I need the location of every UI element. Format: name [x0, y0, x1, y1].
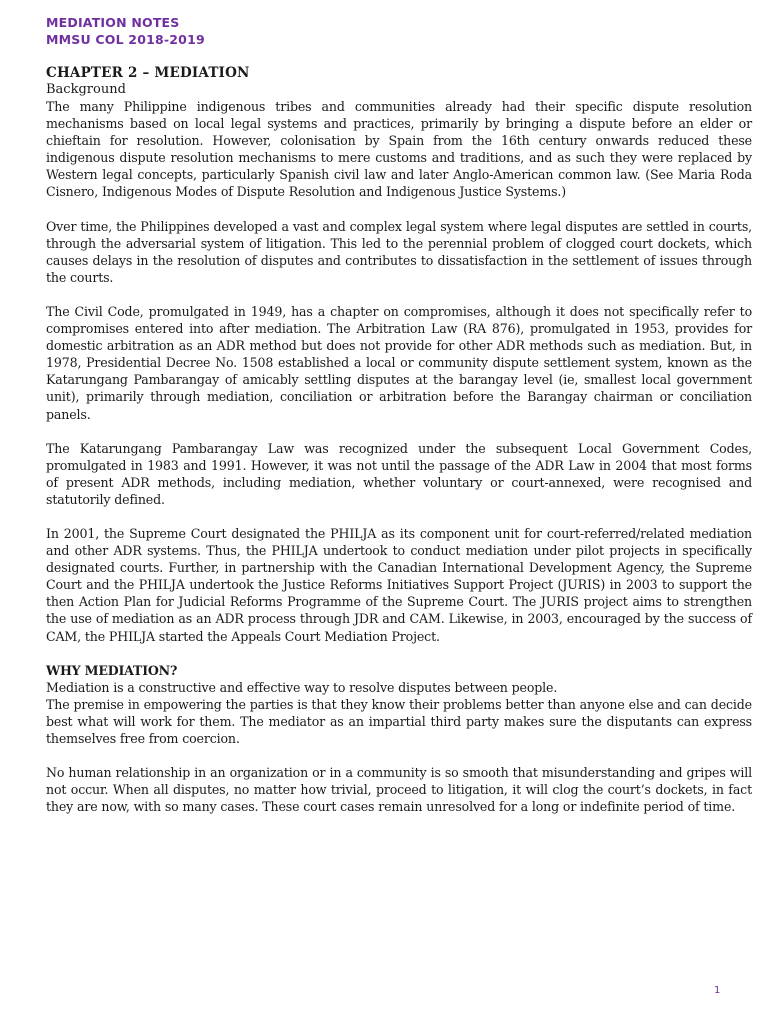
- paragraph-why-closing: No human relationship in an organization or in a community is so smooth that misunderstanding and gripes will not occur. When all disputes, no matter how trivial, proceed to litigation, it will clog the court’s dockets, in fact they are now, with so many cases. These court cases remain unresolved for a long or indefinite period of time.: [46, 765, 752, 815]
- paragraph-katarungang: The Katarungang Pambarangay Law was recognized under the subsequent Local Government Codes, promulgated in 1983 and 1991. However, it was not until the passage of the ADR Law in 2004 that most forms of present ADR methods, including mediation, whether voluntary or court-annexed, were recognised and statutorily defined.: [46, 440, 752, 507]
- page-number: 1: [714, 985, 721, 996]
- paragraph-philja: In 2001, the Supreme Court designated the PHILJA as its component unit for court-referred/related mediation and other ADR systems. Thus, the PHILJA undertook to conduct mediation under pilot projects in specifically designated courts. Further, in partnership with the Canadian International Development Agency, the Supreme Court and the PHILJA undertook the Justice Reforms Initiatives Support Project (JURIS) in 2003 to support the then Action Plan for Judicial Reforms Programme of the Supreme Court. The JURIS project aims to strengthen the use of mediation as an ADR process through JDR and CAM. Likewise, in 2003, encouraged by the success of CAM, the PHILJA started the Appeals Court Mediation Project.: [46, 525, 752, 644]
- paragraph-background: The many Philippine indigenous tribes and communities already had their specific dispute resolution mechanisms based on local legal systems and practices, primarily by bringing a dispute before an elder or chieftain for resolution. However, colonisation by Spain from the 16th century onwards reduced these indigenous dispute resolution mechanisms to mere customs and traditions, and as such they were replaced by Western legal concepts, particularly Spanish civil law and later Anglo-American common law. (See Maria Roda Cisnero, Indigenous Modes of Dispute Resolution and Indigenous Justice Systems.): [46, 99, 752, 200]
- paragraph-civil-code: The Civil Code, promulgated in 1949, has a chapter on compromises, although it does not specifically refer to compromises entered into after mediation. The Arbitration Law (RA 876), promulgated in 1953, provides for domestic arbitration as an ADR method but does not provide for other ADR methods such as mediation. But, in 1978, Presidential Decree No. 1508 established a local or community dispute settlement system, known as the Katarungang Pambarangay of amicably settling disputes at the barangay level (ie, smallest local government unit), primarily through mediation, conciliation or arbitration before the Barangay chairman or conciliation panels.: [46, 303, 752, 422]
- section-subheading: Background: [46, 82, 126, 97]
- document-header-course: MMSU COL 2018-2019: [46, 32, 205, 47]
- document-page: [46, 14, 752, 832]
- paragraph-legal-system: Over time, the Philippines developed a vast and complex legal system where legal disputes are settled in courts, through the adversarial system of litigation. This led to the perennial problem of clogged court dockets, which causes delays in the resolution of disputes and contributes to dissatisfaction in the settlement of issues through the courts.: [46, 218, 752, 285]
- document-header-title: MEDIATION NOTES: [46, 15, 180, 30]
- chapter-title: CHAPTER 2 – MEDIATION: [46, 65, 250, 81]
- why-mediation-heading: WHY MEDIATION?: [46, 662, 178, 678]
- paragraph-why-premise: The premise in empowering the parties is that they know their problems better than anyone else and can decide best what will work for them. The mediator as an impartial third party makes sure the disputants can express themselves free from coercion.: [46, 696, 752, 746]
- paragraph-why-intro: Mediation is a constructive and effective way to resolve disputes between people.: [46, 679, 558, 695]
